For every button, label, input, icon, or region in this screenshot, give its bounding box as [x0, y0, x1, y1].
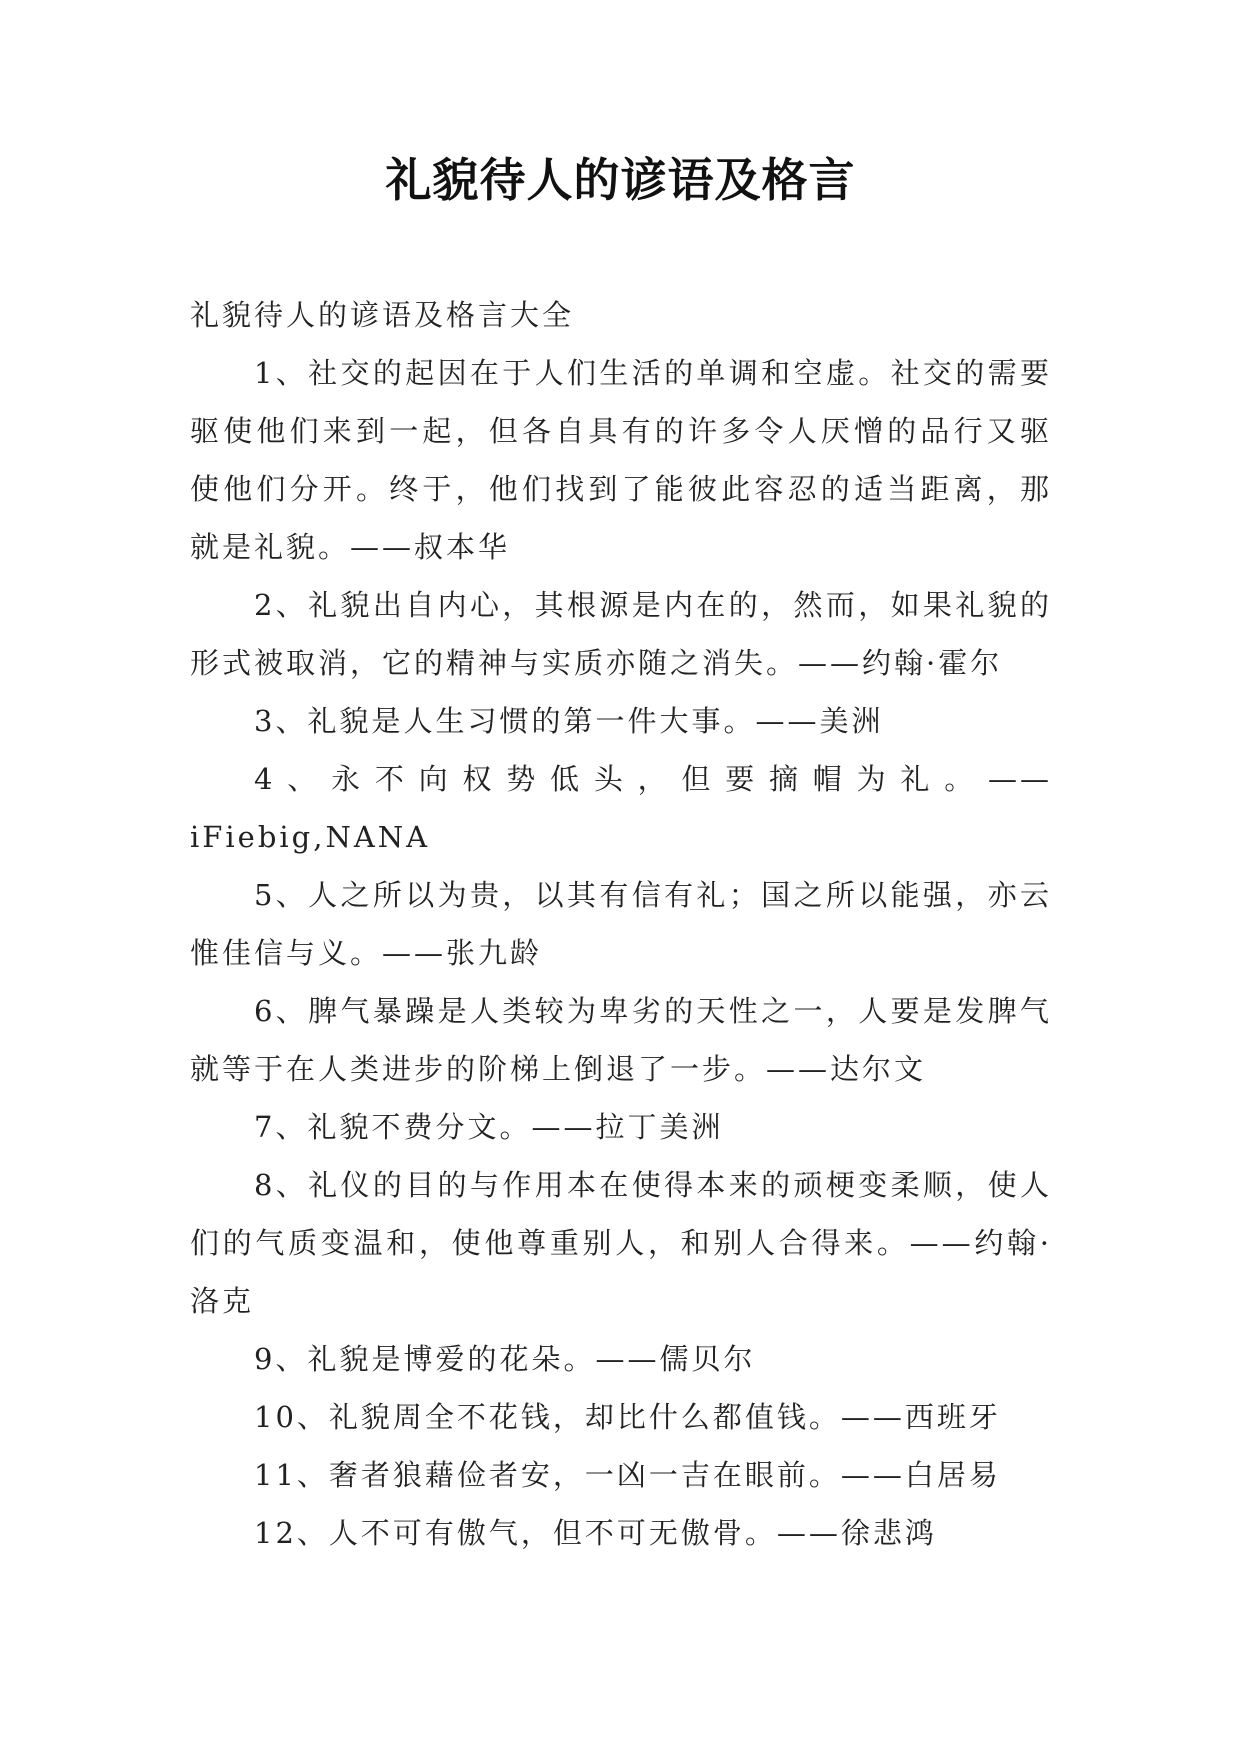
quote-item: 5、人之所以为贵，以其有信有礼；国之所以能强，亦云惟佳信与义。——张九龄	[190, 878, 1052, 970]
quote-item: 3、礼貌是人生习惯的第一件大事。——美洲	[254, 704, 884, 738]
quote-item: 1、社交的起因在于人们生活的单调和空虚。社交的需要驱使他们来到一起，但各自具有的许多令人厌憎的品行又驱使他们分开。终于，他们找到了能彼此容忍的适当距离，那就是礼貌。——叔本华	[190, 356, 1052, 564]
quote-item: 7、礼貌不费分文。——拉丁美洲	[254, 1110, 724, 1144]
document-title: 礼貌待人的谚语及格言	[385, 153, 856, 207]
quote-item: 4、永不向权势低头，但要摘帽为礼。——iFiebig,NANA	[190, 762, 1052, 854]
quote-item: 10、礼貌周全不花钱，却比什么都值钱。——西班牙	[254, 1400, 1001, 1434]
document-subtitle: 礼貌待人的谚语及格言大全	[190, 298, 575, 332]
quote-item: 9、礼貌是博爱的花朵。——儒贝尔	[254, 1342, 756, 1376]
document-body	[190, 286, 1052, 1562]
quote-item: 11、奢者狼藉俭者安，一凶一吉在眼前。——白居易	[254, 1458, 1001, 1492]
quote-item: 8、礼仪的目的与作用本在使得本来的顽梗变柔顺，使人们的气质变温和，使他尊重别人，和别人合得来。——约翰·洛克	[190, 1168, 1052, 1318]
quote-item: 12、人不可有傲气，但不可无傲骨。——徐悲鸿	[254, 1516, 937, 1550]
quote-item: 6、脾气暴躁是人类较为卑劣的天性之一，人要是发脾气就等于在人类进步的阶梯上倒退了一步。——达尔文	[190, 994, 1052, 1086]
quote-item: 2、礼貌出自内心，其根源是内在的，然而，如果礼貌的形式被取消，它的精神与实质亦随之消失。——约翰·霍尔	[190, 588, 1052, 680]
